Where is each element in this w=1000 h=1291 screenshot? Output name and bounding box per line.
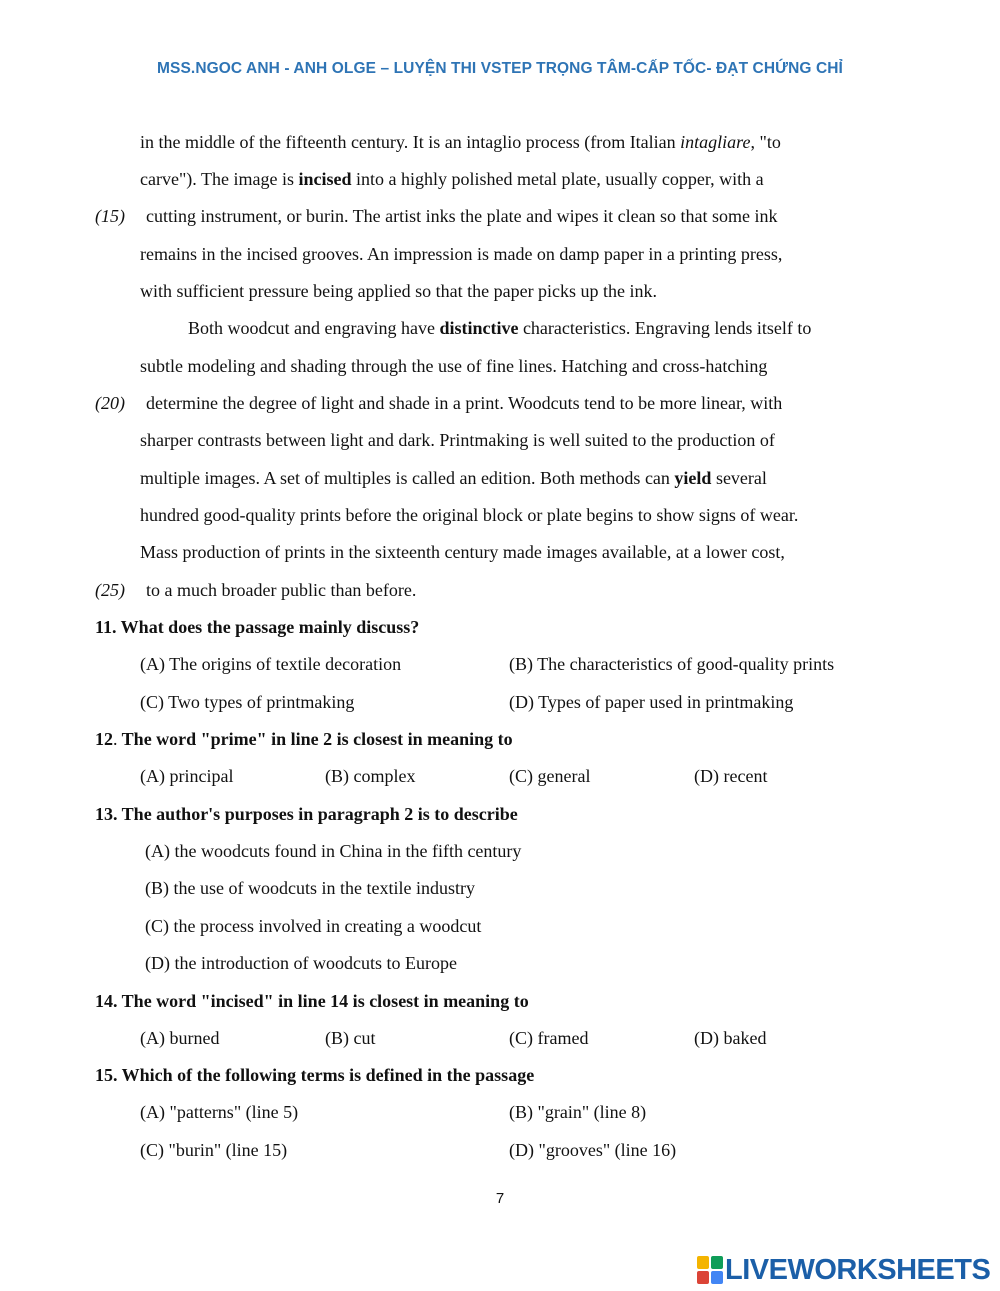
q13-option-a: (A) the woodcuts found in China in the fifth century: [145, 841, 522, 861]
passage-line-1: in the middle of the fifteenth century. It is an intaglio process (from Italian intagliare, "to: [140, 132, 781, 152]
question-12: 12. The word "prime" in line 2 is closest in meaning to: [95, 729, 513, 749]
q14-option-a: (A) burned: [140, 1028, 220, 1048]
q12-option-d: (D) recent: [694, 766, 768, 786]
line-number-20: (20): [95, 393, 125, 413]
page-header: MSS.NGOC ANH - ANH OLGE – LUYỆN THI VSTEP TRỌNG TÂM-CẤP TỐC- ĐẠT CHỨNG CHỈ: [157, 60, 843, 77]
logo-square-1: [697, 1256, 709, 1269]
line-number-15: (15): [95, 206, 125, 226]
passage-line-4: remains in the incised grooves. An impression is made on damp paper in a printing press,: [140, 244, 783, 264]
q12-option-a: (A) principal: [140, 766, 234, 786]
passage-line-7: subtle modeling and shading through the use of fine lines. Hatching and cross-hatching: [140, 356, 768, 376]
passage-line-8: determine the degree of light and shade in a print. Woodcuts tend to be more linear, with: [146, 393, 783, 413]
q13-option-c: (C) the process involved in creating a woodcut: [145, 916, 482, 936]
line-number-25: (25): [95, 580, 125, 600]
q12-option-b: (B) complex: [325, 766, 416, 786]
passage-line-9: sharper contrasts between light and dark. Printmaking is well suited to the production of: [140, 430, 775, 450]
logo-square-4: [711, 1271, 723, 1284]
question-13: 13. The author's purposes in paragraph 2 is to describe: [95, 804, 518, 824]
q15-option-c: (C) "burin" (line 15): [140, 1140, 288, 1160]
liveworksheets-logo: [697, 1253, 990, 1287]
passage-line-12: Mass production of prints in the sixteenth century made images available, at a lower cost,: [140, 542, 785, 562]
question-15: 15. Which of the following terms is defined in the passage: [95, 1065, 535, 1085]
passage-line-11: hundred good-quality prints before the original block or plate begins to show signs of wear.: [140, 505, 799, 525]
passage-line-6: Both woodcut and engraving have distinctive characteristics. Engraving lends itself to: [188, 318, 812, 338]
q13-option-d: (D) the introduction of woodcuts to Europe: [145, 953, 457, 973]
passage-line-10: multiple images. A set of multiples is called an edition. Both methods can yield several: [140, 468, 767, 488]
q12-option-c: (C) general: [509, 766, 591, 786]
page-number: 7: [495, 1190, 505, 1207]
q11-option-b: (B) The characteristics of good-quality prints: [509, 654, 835, 674]
q15-option-a: (A) "patterns" (line 5): [140, 1102, 299, 1122]
logo-square-3: [697, 1271, 709, 1284]
q11-option-c: (C) Two types of printmaking: [140, 692, 355, 712]
logo-grid-icon: [697, 1256, 723, 1284]
passage-line-13: to a much broader public than before.: [146, 580, 417, 600]
q11-option-a: (A) The origins of textile decoration: [140, 654, 402, 674]
logo-square-2: [711, 1256, 723, 1269]
question-11: 11. What does the passage mainly discuss?: [95, 617, 420, 637]
q14-option-c: (C) framed: [509, 1028, 589, 1048]
q11-option-d: (D) Types of paper used in printmaking: [509, 692, 794, 712]
passage-line-5: with sufficient pressure being applied so that the paper picks up the ink.: [140, 281, 658, 301]
q15-option-d: (D) "grooves" (line 16): [509, 1140, 677, 1160]
logo-text: LIVEWORKSHEETS: [725, 1253, 991, 1286]
q15-option-b: (B) "grain" (line 8): [509, 1102, 647, 1122]
q14-option-b: (B) cut: [325, 1028, 376, 1048]
question-14: 14. The word "incised" in line 14 is closest in meaning to: [95, 991, 529, 1011]
passage-line-3: cutting instrument, or burin. The artist inks the plate and wipes it clean so that some ink: [146, 206, 778, 226]
passage-line-2: carve"). The image is incised into a highly polished metal plate, usually copper, with a: [140, 169, 764, 189]
q13-option-b: (B) the use of woodcuts in the textile industry: [145, 878, 475, 898]
q14-option-d: (D) baked: [694, 1028, 767, 1048]
